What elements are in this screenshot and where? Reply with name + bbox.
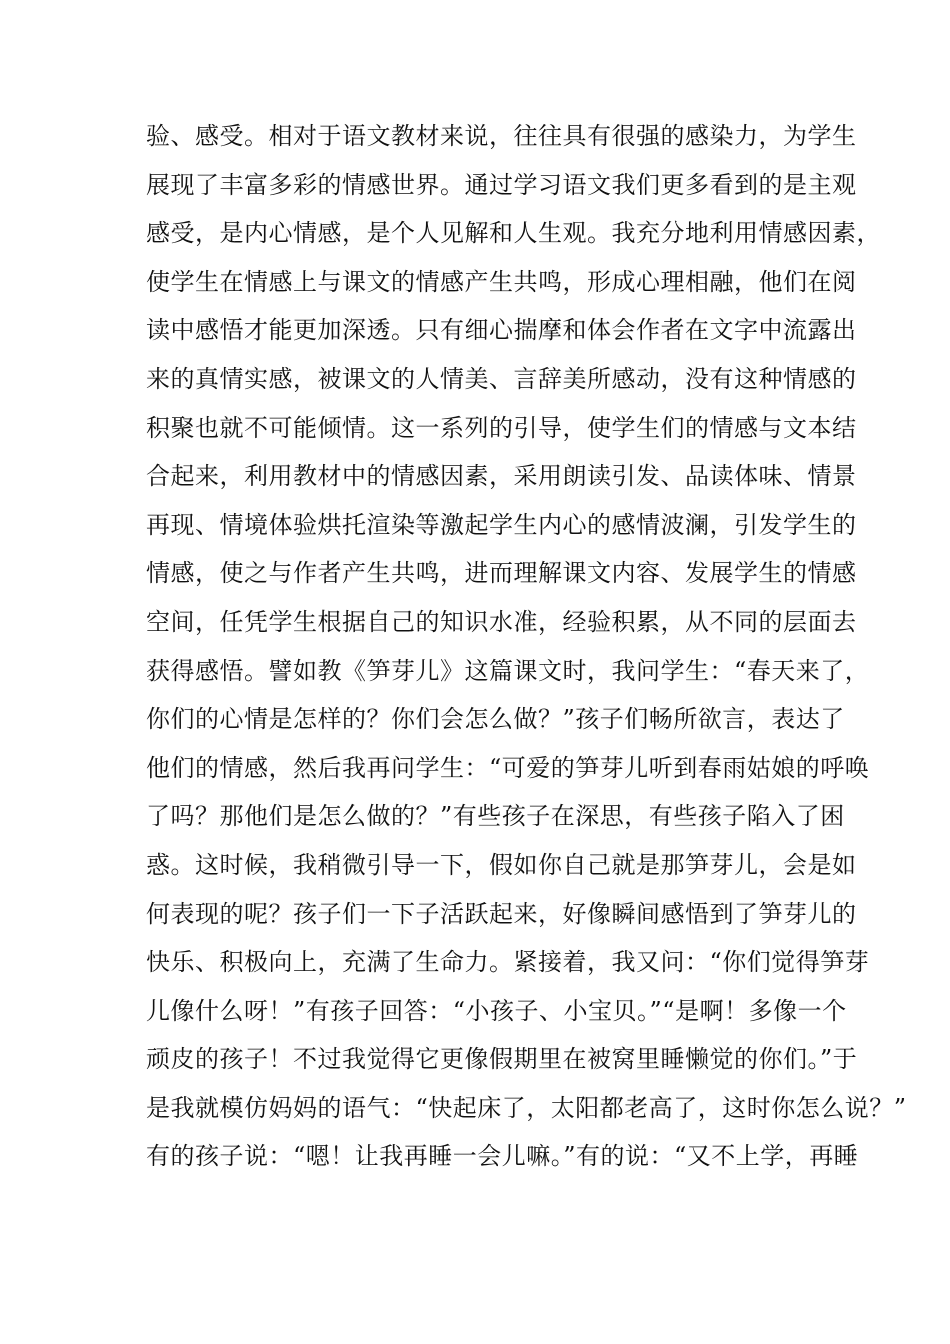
text-line: 快乐、积极向上，充满了生命力。紧接着，我又问：“你们觉得笋芽 bbox=[146, 948, 870, 977]
text-line: 是我就模仿妈妈的语气：“快起床了，太阳都老高了，这时你怎么说？” bbox=[146, 1093, 907, 1122]
body-text bbox=[146, 112, 907, 1181]
text-line: 感受，是内心情感，是个人见解和人生观。我充分地利用情感因素， bbox=[146, 219, 881, 248]
text-line: 儿像什么呀！”有孩子回答：“小孩子、小宝贝。”“是啊！多像一个 bbox=[146, 996, 847, 1025]
text-line: 再现、情境体验烘托渲染等激起学生内心的感情波澜，引发学生的 bbox=[146, 510, 857, 539]
text-line: 读中感悟才能更加深透。只有细心揣摩和体会作者在文字中流露出 bbox=[146, 316, 857, 345]
text-line: 来的真情实感，被课文的人情美、言辞美所感动，没有这种情感的 bbox=[146, 364, 857, 393]
text-line: 空间，任凭学生根据自己的知识水准，经验积累，从不同的层面去 bbox=[146, 607, 857, 636]
text-line: 有的孩子说：“嗯！让我再睡一会儿嘛。”有的说：“又不上学，再睡 bbox=[146, 1142, 859, 1171]
text-line: 他们的情感，然后我再问学生：“可爱的笋芽儿听到春雨姑娘的呼唤 bbox=[146, 753, 870, 782]
text-line: 你们的心情是怎样的？你们会怎么做？”孩子们畅所欲言，表达了 bbox=[146, 705, 845, 734]
text-line: 使学生在情感上与课文的情感产生共鸣，形成心理相融，他们在阅 bbox=[146, 267, 857, 296]
text-line: 验、感受。相对于语文教材来说，往往具有很强的感染力，为学生 bbox=[146, 122, 857, 150]
text-line: 情感，使之与作者产生共鸣，进而理解课文内容、发展学生的情感 bbox=[146, 559, 857, 588]
text-line: 惑。这时候，我稍微引导一下，假如你自己就是那笋芽儿，会是如 bbox=[146, 850, 857, 879]
text-line: 顽皮的孩子！不过我觉得它更像假期里在被窝里睡懒觉的你们。”于 bbox=[146, 1045, 858, 1074]
text-line: 获得感悟。譬如教《笋芽儿》这篇课文时，我问学生：“春天来了， bbox=[146, 656, 870, 685]
text-line: 何表现的呢？孩子们一下子活跃起来，好像瞬间感悟到了笋芽儿的 bbox=[146, 899, 857, 928]
text-line: 积聚也就不可能倾情。这一系列的引导，使学生们的情感与文本结 bbox=[146, 413, 857, 442]
text-line: 展现了丰富多彩的情感世界。通过学习语文我们更多看到的是主观 bbox=[146, 170, 857, 199]
text-line: 合起来，利用教材中的情感因素，采用朗读引发、品读体味、情景 bbox=[146, 462, 857, 491]
text-line: 了吗？那他们是怎么做的？”有些孩子在深思，有些孩子陷入了困 bbox=[146, 802, 845, 831]
